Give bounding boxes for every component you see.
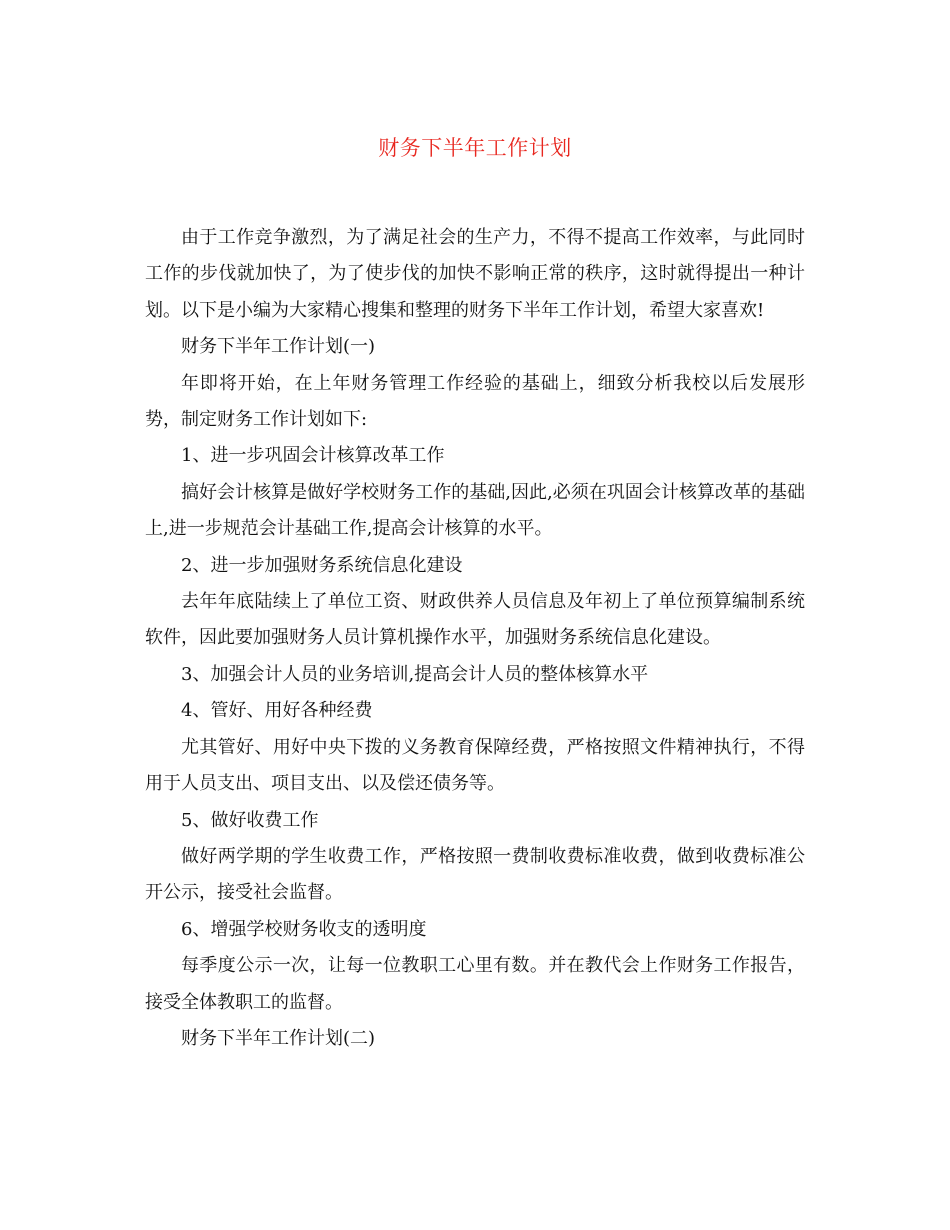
document-body bbox=[145, 220, 805, 1057]
item-heading-6: 6、增强学校财务收支的透明度 bbox=[181, 918, 427, 940]
item-body-2: 去年年底陆续上了单位工资、财政供养人员信息及年初上了单位预算编制系统软件，因此要加强财务人员计算机操作水平，加强财务系统信息化建设。 bbox=[145, 591, 805, 649]
item-body-4: 尤其管好、用好中央下拨的义务教育保障经费，严格按照文件精神执行，不得用于人员支出、项目支出、以及偿还债务等。 bbox=[145, 736, 805, 795]
item-heading-3: 3、加强会计人员的业务培训,提高会计人员的整体核算水平 bbox=[181, 663, 649, 685]
section-heading-plan-one: 财务下半年工作计划(一) bbox=[181, 336, 376, 358]
document-title: 财务下半年工作计划 bbox=[378, 136, 572, 160]
section-heading-plan-two: 财务下半年工作计划(二) bbox=[181, 1027, 376, 1049]
intro-paragraph: 由于工作竞争激烈，为了满足社会的生产力，不得不提高工作效率，与此同时工作的步伐就加快了，为了使步伐的加快不影响正常的秩序，这时就得提出一种计划。以下是小编为大家精心搜集和整理的财务下半年工作计划，希望大家喜欢! bbox=[145, 227, 805, 321]
item-heading-2: 2、进一步加强财务系统信息化建设 bbox=[181, 554, 463, 576]
item-body-1: 搞好会计核算是做好学校财务工作的基础,因此,必须在巩固会计核算改革的基础上,进一步规范会计基础工作,提高会计核算的水平。 bbox=[145, 481, 805, 540]
plan-intro-paragraph: 年即将开始，在上年财务管理工作经验的基础上，细致分析我校以后发展形势，制定财务工作计划如下: bbox=[145, 372, 805, 431]
item-heading-1: 1、进一步巩固会计核算改革工作 bbox=[181, 445, 445, 467]
item-heading-4: 4、管好、用好各种经费 bbox=[181, 700, 373, 722]
item-body-5: 做好两学期的学生收费工作，严格按照一费制收费标准收费，做到收费标准公开公示，接受社会监督。 bbox=[145, 845, 805, 904]
item-heading-5: 5、做好收费工作 bbox=[181, 809, 319, 831]
item-body-6: 每季度公示一次，让每一位教职工心里有数。并在教代会上作财务工作报告，接受全体教职工的监督。 bbox=[145, 955, 805, 1013]
